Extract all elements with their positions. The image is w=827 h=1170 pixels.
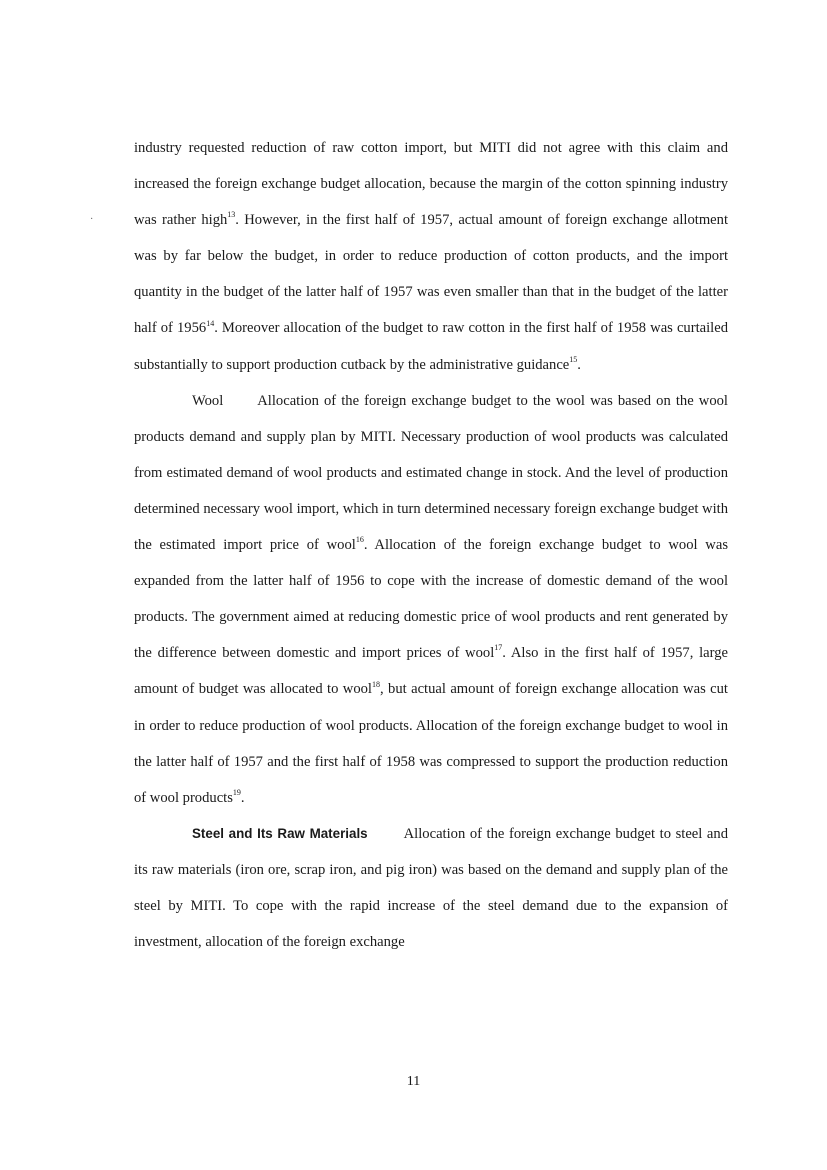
page-number: 11 [406,1074,421,1089]
footnote-marker: 15 [569,354,578,364]
paragraph-text: Allocation of the foreign exchange budget to steel and its raw materials (iron ore, scrap iron, and pig iron) was based on the demand and supply plan of the steel by MITI. To cope with the rapid increase of the steel demand due to the expansion of investment, allocation of the foreign exchange [134,825,728,951]
paragraph-text: Allocation of the foreign exchange budget to the wool was based on the wool products demand and supply plan by MITI. Necessary production of wool products was calculated from estimated demand of wool products and estimated change in stock. And the level of production determined necessary wool import, which in turn determined necessary foreign exchange budget with the estimated import price of wool [134,392,728,554]
paragraph-text: . Allocation of the foreign exchange budget to wool was expanded from the latter half of 1956 to cope with the increase of domestic demand of the wool products. The government aimed at reducing domestic price of wool products and rent generated by the difference between domestic and import prices of wool [134,537,729,662]
paragraph [134,130,728,383]
margin-mark: · [90,214,94,225]
section-heading: Steel and Its Raw Materials [192,825,368,841]
paragraph-text: , but actual amount of foreign exchange allocation was cut in order to reduce production of wool products. Allocation of the foreign exchange budget to wool in the latter half of 1957 and the first half of 1958 was compressed to support the production reduction of wool products [134,681,728,806]
footnote-marker: 19 [232,787,241,797]
paragraph [134,383,728,816]
paragraph-text: . Also in the first half of 1957, large amount of budget was allocated to wool [134,645,728,698]
footnote-marker: 14 [206,318,215,328]
footnote-marker: 16 [355,535,364,545]
paragraph-text: industry requested reduction of raw cotton import, but MITI did not agree with this claim and increased the foreign exchange budget allocation, because the margin of the cotton spinning industry was rather high [134,140,728,229]
paragraph-text: . Moreover allocation of the budget to raw cotton in the first half of 1958 was curtailed substantially to support production cutback by the administrative guidance [134,320,728,373]
paragraph-text: . However, in the first half of 1957, actual amount of foreign exchange allotment was by far below the budget, in order to reduce production of cotton products, and the import quantity in the budget of the latter half of 1957 was even smaller than that in the budget of the latter half of 1956 [134,212,728,337]
body-text [134,130,728,960]
paragraph-text: . [577,356,581,373]
footnote-marker: 13 [227,210,236,220]
section-heading: Wool [192,392,224,409]
footnote-marker: 17 [494,643,503,653]
footnote-marker: 18 [371,679,380,689]
paragraph [134,816,728,960]
paragraph-text: . [240,789,245,806]
